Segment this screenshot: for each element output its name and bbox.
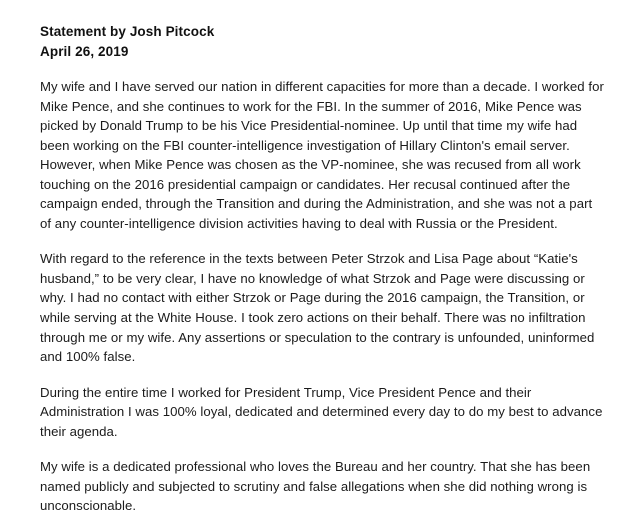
paragraph: With regard to the reference in the texts between Peter Strzok and Lisa Page about “Katie's husband,” to be very clear, I have no knowledge of what Strzok and Page were discussing or why. I had no contact with either Strzok or Page during the 2016 campaign, the Transition, or while serving at the White House. I took zero actions on their behalf. There was no infiltration through me or my wife. Any assertions or speculation to the contrary is unfounded, uninformed and 100% false. — [40, 251, 595, 365]
document-title: Statement by Josh Pitcock — [40, 24, 215, 39]
document-date: April 26, 2019 — [40, 43, 129, 59]
paragraph: During the entire time I worked for President Trump, Vice President Pence and their Administration I was 100% loyal, dedicated and determined every day to do my best to advance their agenda. — [40, 384, 603, 439]
paragraph: My wife and I have served our nation in different capacities for more than a decade. I worked for Mike Pence, and she continues to work for the FBI. In the summer of 2016, Mike Pence was picked by Donald Trump to be his Vice Presidential-nominee. Up until that time my wife had been working on the FBI counter-intelligence investigation of Hillary Clinton's email server. However, when Mike Pence was chosen as the VP-nominee, she was recused from all work touching on the 2016 presidential campaign or candidates. Her recusal continued after the campaign ended, through the Transition and during the Administration, and she was not a part of any counter-intelligence division activities having to deal with Russia or the President. — [40, 79, 604, 231]
document-header — [40, 22, 604, 61]
document-body — [40, 77, 604, 516]
paragraph: My wife is a dedicated professional who loves the Bureau and her country. That she has been named publicly and subjected to scrutiny and false allegations when she did nothing wrong is unconscionable. — [40, 459, 591, 514]
